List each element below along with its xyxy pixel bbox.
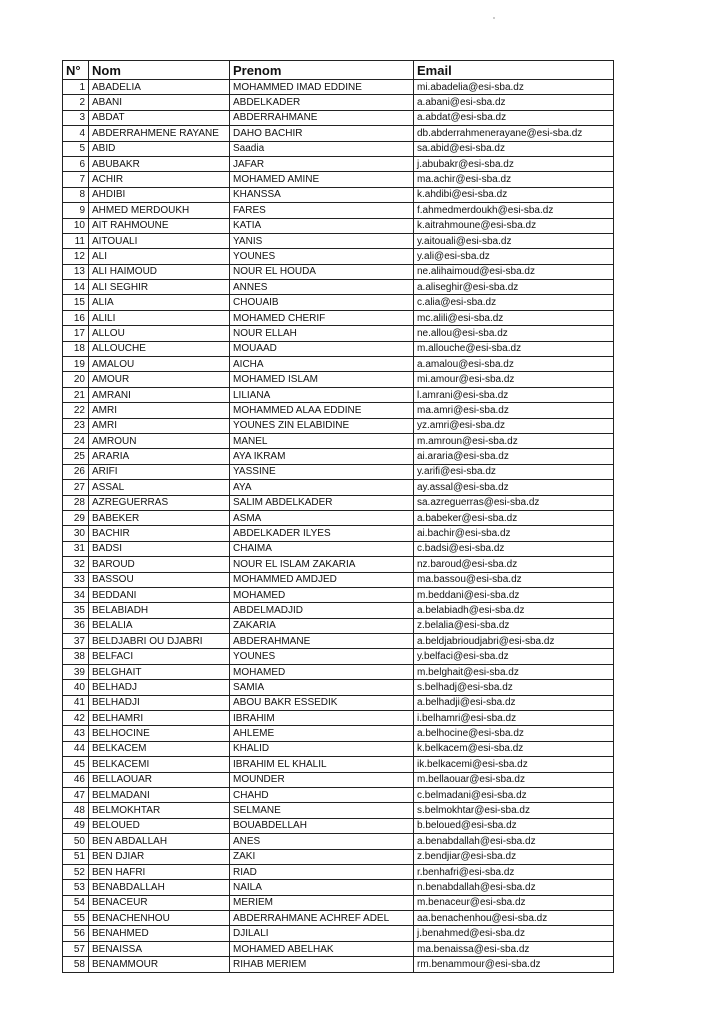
row-number: 2 [63,95,89,110]
row-email: yz.amri@esi-sba.dz [414,418,614,433]
table-row [63,957,614,972]
row-prenom: ABOU BAKR ESSEDIK [230,695,414,710]
row-prenom: ANNES [230,280,414,295]
row-number: 15 [63,295,89,310]
table-row [63,326,614,341]
row-nom: ABADELIA [89,80,230,95]
row-email: c.belmadani@esi-sba.dz [414,787,614,802]
row-email: m.bellaouar@esi-sba.dz [414,772,614,787]
row-number: 17 [63,326,89,341]
row-nom: BENAHMED [89,926,230,941]
table-row [63,295,614,310]
row-prenom: YOUNES [230,649,414,664]
table-row [63,418,614,433]
row-nom: ABUBAKR [89,156,230,171]
table-row [63,926,614,941]
table-row [63,264,614,279]
row-email: a.beldjabrioudjabri@esi-sba.dz [414,634,614,649]
row-nom: BELABIADH [89,603,230,618]
table-row [63,834,614,849]
row-prenom: MOHAMED [230,664,414,679]
table-row [63,680,614,695]
row-nom: BENAISSA [89,941,230,956]
row-number: 55 [63,911,89,926]
student-table [62,60,614,973]
row-number: 20 [63,372,89,387]
row-number: 1 [63,80,89,95]
row-email: ay.assal@esi-sba.dz [414,480,614,495]
table-row [63,172,614,187]
row-prenom: YASSINE [230,464,414,479]
row-email: ne.alihaimoud@esi-sba.dz [414,264,614,279]
table-row [63,372,614,387]
row-email: nz.baroud@esi-sba.dz [414,557,614,572]
row-number: 10 [63,218,89,233]
row-number: 43 [63,726,89,741]
row-prenom: NOUR ELLAH [230,326,414,341]
row-email: c.badsi@esi-sba.dz [414,541,614,556]
row-nom: BEN HAFRI [89,864,230,879]
table-row [63,864,614,879]
row-number: 7 [63,172,89,187]
row-nom: BELMOKHTAR [89,803,230,818]
row-nom: AMROUN [89,433,230,448]
row-prenom: ASMA [230,510,414,525]
row-email: j.abubakr@esi-sba.dz [414,156,614,171]
row-prenom: SELMANE [230,803,414,818]
row-email: a.belhocine@esi-sba.dz [414,726,614,741]
row-nom: AHMED MERDOUKH [89,203,230,218]
row-nom: ARIFI [89,464,230,479]
row-nom: BELHOCINE [89,726,230,741]
row-prenom: AYA IKRAM [230,449,414,464]
row-number: 45 [63,757,89,772]
row-number: 13 [63,264,89,279]
row-prenom: MOUNDER [230,772,414,787]
row-prenom: NAILA [230,880,414,895]
row-prenom: AICHA [230,357,414,372]
table-row [63,757,614,772]
header-prenom: Prenom [230,61,414,80]
row-number: 22 [63,403,89,418]
header-nom: Nom [89,61,230,80]
row-nom: BACHIR [89,526,230,541]
header-num: N° [63,61,89,80]
row-prenom: SALIM ABDELKADER [230,495,414,510]
row-email: ai.bachir@esi-sba.dz [414,526,614,541]
row-number: 39 [63,664,89,679]
row-nom: AMOUR [89,372,230,387]
row-email: i.belhamri@esi-sba.dz [414,711,614,726]
table-row [63,357,614,372]
row-nom: BEN DJIAR [89,849,230,864]
row-prenom: MOHAMED AMINE [230,172,414,187]
row-number: 5 [63,141,89,156]
table-row [63,480,614,495]
row-prenom: MOHAMMED IMAD EDDINE [230,80,414,95]
row-email: l.amrani@esi-sba.dz [414,387,614,402]
row-email: db.abderrahmenerayane@esi-sba.dz [414,126,614,141]
row-number: 41 [63,695,89,710]
row-number: 9 [63,203,89,218]
table-row [63,187,614,202]
table-row [63,664,614,679]
row-prenom: Saadia [230,141,414,156]
row-prenom: KATIA [230,218,414,233]
table-row [63,911,614,926]
row-number: 14 [63,280,89,295]
row-email: ik.belkacemi@esi-sba.dz [414,757,614,772]
row-number: 16 [63,310,89,325]
row-number: 52 [63,864,89,879]
row-nom: ALI [89,249,230,264]
row-prenom: CHAIMA [230,541,414,556]
table-row [63,218,614,233]
row-number: 51 [63,849,89,864]
row-number: 23 [63,418,89,433]
row-number: 27 [63,480,89,495]
row-number: 21 [63,387,89,402]
row-prenom: LILIANA [230,387,414,402]
row-prenom: SAMIA [230,680,414,695]
row-prenom: IBRAHIM [230,711,414,726]
row-email: m.allouche@esi-sba.dz [414,341,614,356]
table-row [63,110,614,125]
row-number: 33 [63,572,89,587]
row-nom: BENAMMOUR [89,957,230,972]
table-row [63,818,614,833]
row-prenom: ABDERRAHMANE ACHREF ADEL [230,911,414,926]
row-nom: AMRI [89,403,230,418]
row-nom: AZREGUERRAS [89,495,230,510]
row-number: 28 [63,495,89,510]
row-prenom: FARES [230,203,414,218]
row-prenom: AHLEME [230,726,414,741]
row-nom: AMRI [89,418,230,433]
row-nom: BELLAOUAR [89,772,230,787]
row-prenom: RIAD [230,864,414,879]
row-number: 25 [63,449,89,464]
row-email: ne.allou@esi-sba.dz [414,326,614,341]
row-number: 34 [63,587,89,602]
row-email: y.ali@esi-sba.dz [414,249,614,264]
row-email: m.belghait@esi-sba.dz [414,664,614,679]
row-email: f.ahmedmerdoukh@esi-sba.dz [414,203,614,218]
row-prenom: CHAHD [230,787,414,802]
row-email: m.benaceur@esi-sba.dz [414,895,614,910]
table-row [63,510,614,525]
row-nom: ALI SEGHIR [89,280,230,295]
table-row [63,880,614,895]
row-nom: BENACHENHOU [89,911,230,926]
row-email: y.arifi@esi-sba.dz [414,464,614,479]
header-email: Email [414,61,614,80]
row-email: k.ahdibi@esi-sba.dz [414,187,614,202]
row-nom: BENACEUR [89,895,230,910]
row-nom: BELGHAIT [89,664,230,679]
row-prenom: ABDELKADER ILYES [230,526,414,541]
table-row [63,849,614,864]
row-email: ma.amri@esi-sba.dz [414,403,614,418]
table-row [63,126,614,141]
row-nom: ABID [89,141,230,156]
row-number: 19 [63,357,89,372]
row-nom: BABEKER [89,510,230,525]
row-prenom: IBRAHIM EL KHALIL [230,757,414,772]
table-row [63,741,614,756]
row-prenom: ABDERAHMANE [230,634,414,649]
table-row [63,403,614,418]
row-number: 32 [63,557,89,572]
row-prenom: NOUR EL ISLAM ZAKARIA [230,557,414,572]
row-email: ma.benaissa@esi-sba.dz [414,941,614,956]
row-nom: AITOUALI [89,233,230,248]
scan-speck [493,17,495,19]
table-row [63,156,614,171]
row-number: 37 [63,634,89,649]
table-row [63,203,614,218]
table-row [63,233,614,248]
row-number: 8 [63,187,89,202]
table-row [63,587,614,602]
table-row [63,280,614,295]
table-row [63,941,614,956]
table-row [63,895,614,910]
row-prenom: MOHAMMED ALAA EDDINE [230,403,414,418]
row-email: m.beddani@esi-sba.dz [414,587,614,602]
row-number: 3 [63,110,89,125]
row-number: 35 [63,603,89,618]
row-email: aa.benachenhou@esi-sba.dz [414,911,614,926]
row-prenom: MOHAMED ISLAM [230,372,414,387]
row-email: mi.amour@esi-sba.dz [414,372,614,387]
row-nom: ALLOU [89,326,230,341]
row-nom: ARARIA [89,449,230,464]
row-email: ai.araria@esi-sba.dz [414,449,614,464]
row-nom: ALI HAIMOUD [89,264,230,279]
table-row [63,341,614,356]
row-email: z.belalia@esi-sba.dz [414,618,614,633]
table-row [63,464,614,479]
table-row [63,541,614,556]
table-row [63,634,614,649]
row-nom: BELHAMRI [89,711,230,726]
row-prenom: ZAKI [230,849,414,864]
row-number: 44 [63,741,89,756]
row-prenom: MOHAMMED AMDJED [230,572,414,587]
row-number: 47 [63,787,89,802]
row-number: 11 [63,233,89,248]
row-email: mc.alili@esi-sba.dz [414,310,614,325]
row-prenom: YOUNES [230,249,414,264]
row-number: 29 [63,510,89,525]
row-email: k.aitrahmoune@esi-sba.dz [414,218,614,233]
row-email: a.aliseghir@esi-sba.dz [414,280,614,295]
row-prenom: ANES [230,834,414,849]
row-prenom: MANEL [230,433,414,448]
row-number: 12 [63,249,89,264]
row-prenom: NOUR EL HOUDA [230,264,414,279]
table-row [63,433,614,448]
row-number: 57 [63,941,89,956]
row-email: ma.bassou@esi-sba.dz [414,572,614,587]
row-nom: ABDERRAHMENE RAYANE [89,126,230,141]
row-nom: ALIA [89,295,230,310]
row-nom: BAROUD [89,557,230,572]
row-email: a.abdat@esi-sba.dz [414,110,614,125]
table-body [63,80,614,973]
row-nom: ALLOUCHE [89,341,230,356]
row-prenom: AYA [230,480,414,495]
row-number: 58 [63,957,89,972]
table-row [63,387,614,402]
row-nom: BELHADJI [89,695,230,710]
row-nom: BELOUED [89,818,230,833]
row-nom: BEN ABDALLAH [89,834,230,849]
table-row [63,726,614,741]
row-prenom: MOUAAD [230,341,414,356]
row-email: z.bendjiar@esi-sba.dz [414,849,614,864]
row-prenom: RIHAB MERIEM [230,957,414,972]
table-row [63,618,614,633]
table-row [63,80,614,95]
table-row [63,649,614,664]
row-number: 40 [63,680,89,695]
table-row [63,95,614,110]
row-nom: BELKACEM [89,741,230,756]
row-email: ma.achir@esi-sba.dz [414,172,614,187]
row-email: a.abani@esi-sba.dz [414,95,614,110]
row-number: 4 [63,126,89,141]
row-email: y.aitouali@esi-sba.dz [414,233,614,248]
table-row [63,772,614,787]
row-email: s.belhadj@esi-sba.dz [414,680,614,695]
table-row [63,449,614,464]
row-prenom: MOHAMED ABELHAK [230,941,414,956]
row-email: m.amroun@esi-sba.dz [414,433,614,448]
row-nom: BASSOU [89,572,230,587]
row-nom: ABDAT [89,110,230,125]
row-nom: BEDDANI [89,587,230,602]
table-row [63,603,614,618]
row-email: r.benhafri@esi-sba.dz [414,864,614,879]
row-number: 24 [63,433,89,448]
table-row [63,803,614,818]
row-email: y.belfaci@esi-sba.dz [414,649,614,664]
row-nom: BADSI [89,541,230,556]
row-email: a.belhadji@esi-sba.dz [414,695,614,710]
row-prenom: JAFAR [230,156,414,171]
row-email: j.benahmed@esi-sba.dz [414,926,614,941]
row-email: a.benabdallah@esi-sba.dz [414,834,614,849]
table-row [63,711,614,726]
row-nom: ABANI [89,95,230,110]
table-row [63,141,614,156]
row-email: b.beloued@esi-sba.dz [414,818,614,833]
row-email: mi.abadelia@esi-sba.dz [414,80,614,95]
row-prenom: YANIS [230,233,414,248]
row-number: 56 [63,926,89,941]
row-email: sa.abid@esi-sba.dz [414,141,614,156]
row-email: a.amalou@esi-sba.dz [414,357,614,372]
row-number: 50 [63,834,89,849]
row-prenom: MERIEM [230,895,414,910]
row-nom: BENABDALLAH [89,880,230,895]
row-prenom: YOUNES ZIN ELABIDINE [230,418,414,433]
table-row [63,787,614,802]
row-number: 49 [63,818,89,833]
row-nom: ALILI [89,310,230,325]
row-email: a.babeker@esi-sba.dz [414,510,614,525]
row-nom: BELHADJ [89,680,230,695]
row-email: n.benabdallah@esi-sba.dz [414,880,614,895]
row-number: 48 [63,803,89,818]
row-nom: ASSAL [89,480,230,495]
row-prenom: ABDELKADER [230,95,414,110]
row-nom: AHDIBI [89,187,230,202]
row-nom: BELFACI [89,649,230,664]
row-prenom: ABDERRAHMANE [230,110,414,125]
row-number: 38 [63,649,89,664]
table-row [63,557,614,572]
row-number: 54 [63,895,89,910]
row-number: 42 [63,711,89,726]
row-number: 6 [63,156,89,171]
table-row [63,695,614,710]
row-prenom: DAHO BACHIR [230,126,414,141]
row-email: a.belabiadh@esi-sba.dz [414,603,614,618]
row-nom: BELKACEMI [89,757,230,772]
row-email: s.belmokhtar@esi-sba.dz [414,803,614,818]
row-nom: BELMADANI [89,787,230,802]
row-nom: AIT RAHMOUNE [89,218,230,233]
table-header-row [63,61,614,80]
row-number: 18 [63,341,89,356]
row-prenom: KHALID [230,741,414,756]
row-prenom: CHOUAIB [230,295,414,310]
table-row [63,572,614,587]
row-nom: AMRANI [89,387,230,402]
row-prenom: ABDELMADJID [230,603,414,618]
row-prenom: MOHAMED CHERIF [230,310,414,325]
table-row [63,310,614,325]
row-number: 46 [63,772,89,787]
row-nom: BELDJABRI OU DJABRI [89,634,230,649]
row-email: rm.benammour@esi-sba.dz [414,957,614,972]
row-prenom: ZAKARIA [230,618,414,633]
row-number: 30 [63,526,89,541]
row-nom: BELALIA [89,618,230,633]
row-number: 53 [63,880,89,895]
table-row [63,526,614,541]
row-nom: ACHIR [89,172,230,187]
row-number: 31 [63,541,89,556]
row-nom: AMALOU [89,357,230,372]
row-email: k.belkacem@esi-sba.dz [414,741,614,756]
row-number: 26 [63,464,89,479]
row-prenom: DJILALI [230,926,414,941]
row-email: c.alia@esi-sba.dz [414,295,614,310]
table-row [63,249,614,264]
table-row [63,495,614,510]
row-prenom: KHANSSA [230,187,414,202]
row-prenom: MOHAMED [230,587,414,602]
row-number: 36 [63,618,89,633]
row-prenom: BOUABDELLAH [230,818,414,833]
row-email: sa.azreguerras@esi-sba.dz [414,495,614,510]
